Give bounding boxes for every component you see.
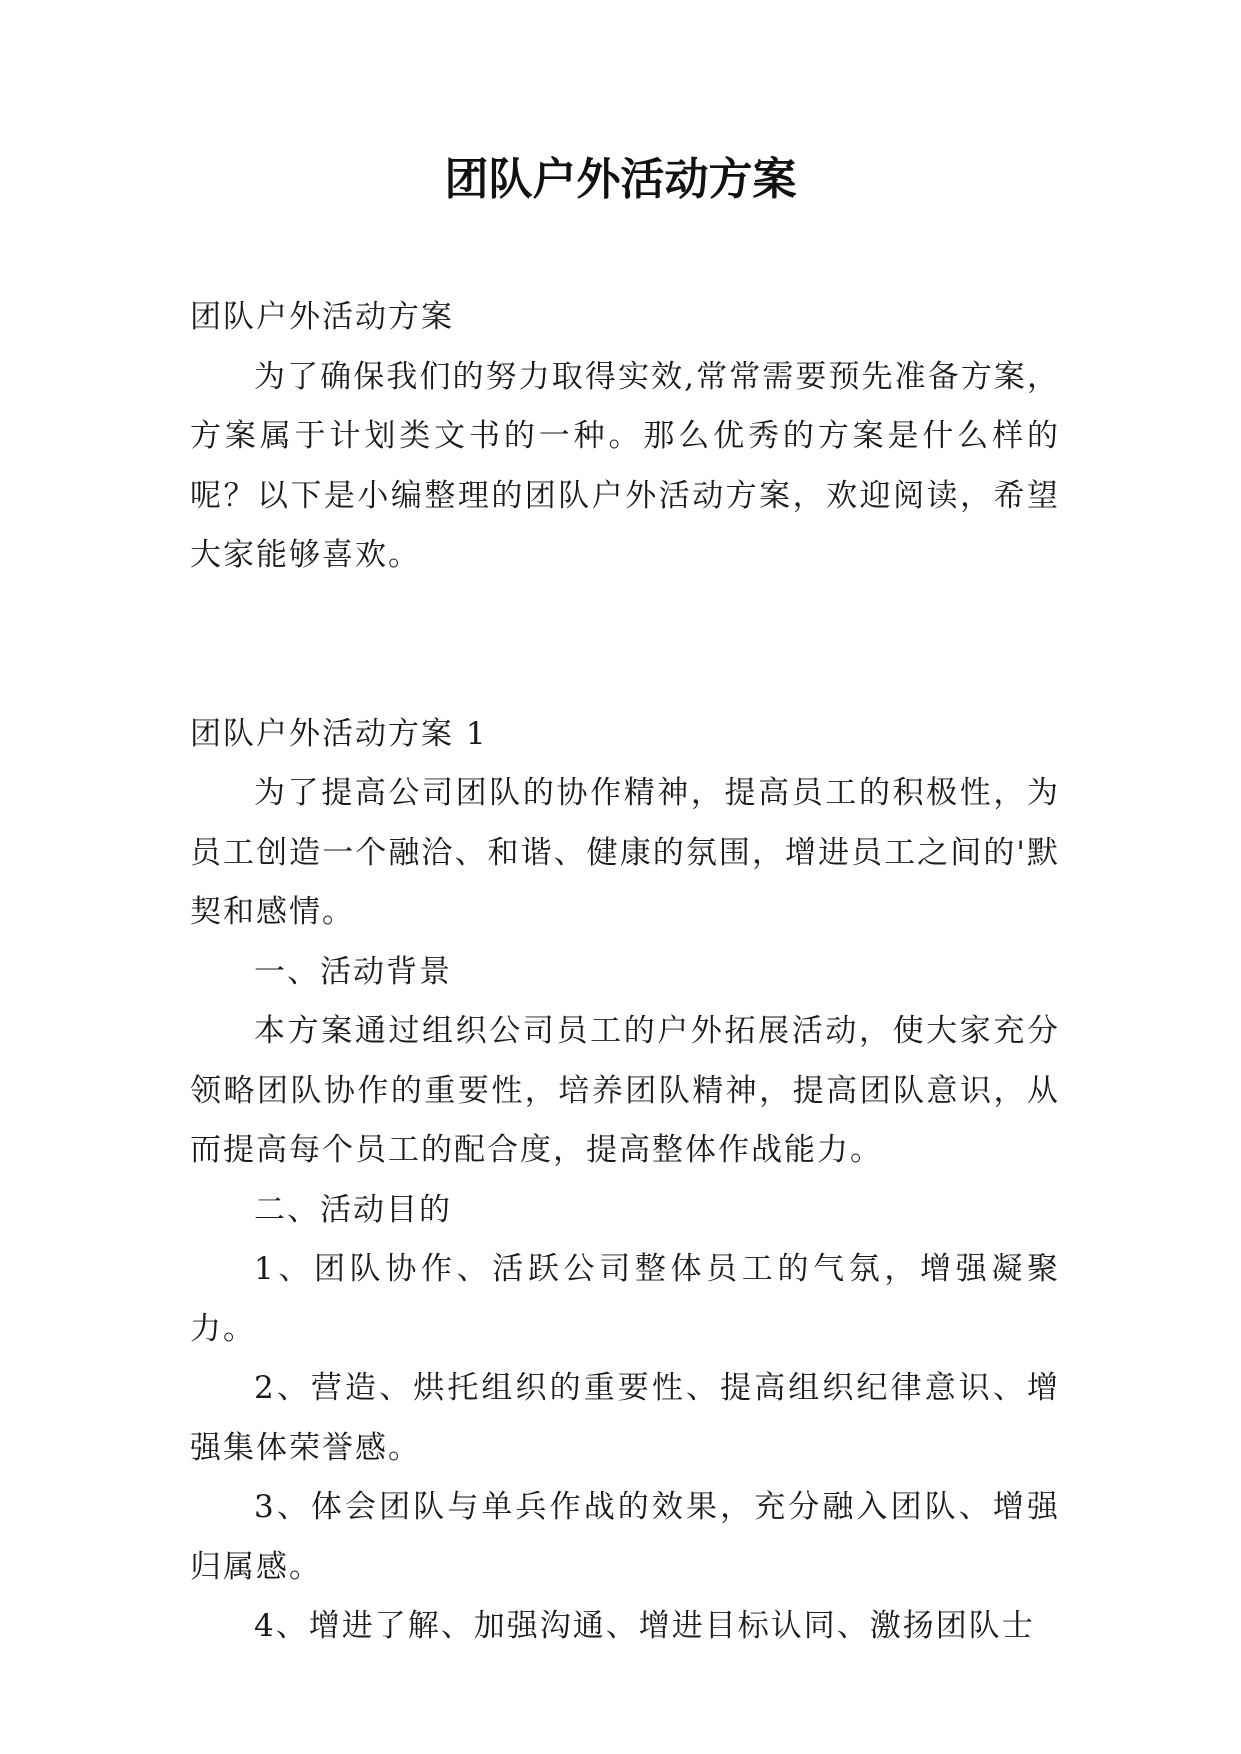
background-paragraph: 本方案通过组织公司员工的户外拓展活动，使大家充分领略团队协作的重要性，培养团队精神，提高团队意识，从而提高每个员工的配合度，提高整体作战能力。 bbox=[190, 1013, 1060, 1168]
purpose-item-4: 4、增进了解、加强沟通、增进目标认同、激扬团队士 bbox=[254, 1608, 1035, 1644]
section-heading-purpose: 二、活动目的 bbox=[254, 1191, 452, 1228]
purpose-item-2: 2、营造、烘托组织的重要性、提高组织纪律意识、增强集体荣誉感。 bbox=[190, 1370, 1060, 1466]
document-title: 团队户外活动方案 bbox=[444, 154, 797, 205]
intro-paragraph: 为了确保我们的努力取得实效,常常需要预先准备方案，方案属于计划类文书的一种。那么优秀的方案是什么样的呢？以下是小编整理的团队户外活动方案，欢迎阅读，希望大家能够喜欢。 bbox=[190, 358, 1060, 573]
purpose-item-1: 1、团队协作、活跃公司整体员工的气氛，增强凝聚力。 bbox=[190, 1251, 1060, 1347]
section-spacer bbox=[190, 586, 1060, 705]
plan-1-heading: 团队户外活动方案 1 bbox=[190, 715, 488, 752]
purpose-item-3: 3、体会团队与单兵作战的效果，充分融入团队、增强归属感。 bbox=[190, 1489, 1060, 1585]
plan-1-intro: 为了提高公司团队的协作精神，提高员工的积极性，为员工创造一个融洽、和谐、健康的氛围，增进员工之间的'默契和感情。 bbox=[190, 775, 1060, 930]
section-heading-background: 一、活动背景 bbox=[254, 953, 452, 990]
document-body bbox=[190, 288, 1060, 1657]
intro-heading: 团队户外活动方案 bbox=[190, 299, 454, 335]
